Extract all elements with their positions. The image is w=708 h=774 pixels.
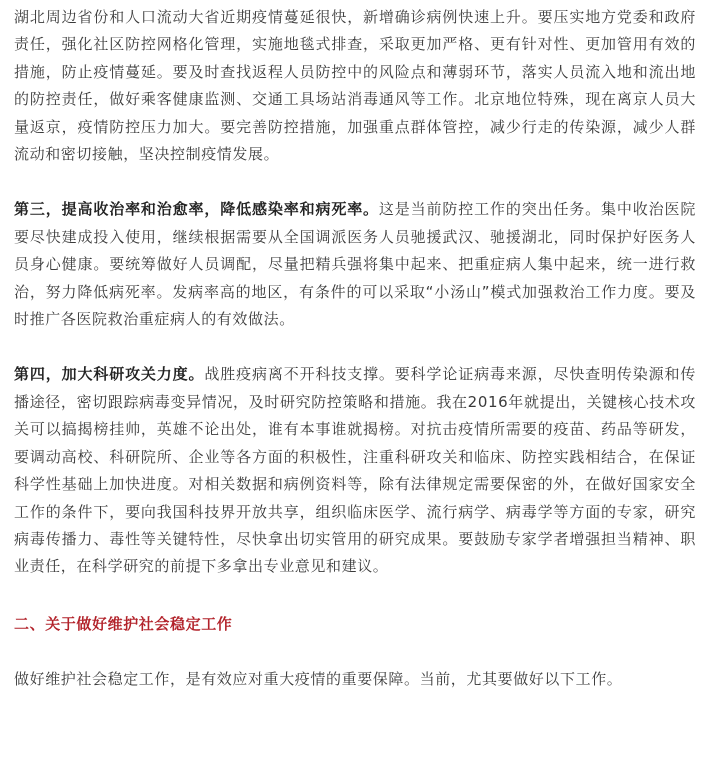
article-body: [14, 0, 696, 693]
paragraph-regional-control-text: 湖北周边省份和人口流动大省近期疫情蔓延很快，新增确诊病例快速上升。要压实地方党委和政府责任，强化社区防控网格化管理，实施地毯式排查，采取更加严格、更有针对性、更加管用有效的措施，防止疫情蔓延。要及时查找返程人员防控中的风险点和薄弱环节，落实人员流入地和流出地的防控责任，做好乘客健康监测、交通工具场站消毒通风等工作。北京地位特殊，现在离京人员大量返京，疫情防控压力加大。要完善防控措施，加强重点群体管控，减少行走的传染源，减少人群流动和密切接触，坚决控制疫情发展。: [14, 8, 696, 164]
fourth-point-lead: 第四，加大科研攻关力度。: [14, 365, 205, 384]
section-heading: 二、关于做好维护社会稳定工作: [14, 614, 233, 633]
fourth-point-body: 战胜疫病离不开科技支撑。要科学论证病毒来源，尽快查明传染源和传播途径，密切跟踪病毒变异情况，及时研究防控策略和措施。我在2016年就提出，关键核心技术攻关可以搞揭榜挂帅，英雄不论出处，谁有本事谁就揭榜。对抗击疫情所需要的疫苗、药品等研发，要调动高校、科研院所、企业等各方面的积极性，注重科研攻关和临床、防控实践相结合，在保证科学性基础上加快进度。对相关数据和病例资料等，除有法律规定需要保密的外，在做好国家安全工作的条件下，要向我国科技界开放共享，组织临床医学、流行病学、病毒学等方面的专家，研究病毒传播力、毒性等关键特性，尽快拿出切实管用的研究成果。要鼓励专家学者增强担当精神、职业责任，在科学研究的前提下多拿出专业意见和建议。: [14, 365, 697, 576]
paragraph-social-stability-text: 做好维护社会稳定工作，是有效应对重大疫情的重要保障。当前，尤其要做好以下工作。: [14, 669, 623, 688]
paragraph-fourth-point: [14, 361, 696, 580]
paragraph-social-stability: [14, 666, 696, 693]
third-point-lead: 第三，提高收治率和治愈率，降低感染率和病死率。: [14, 200, 379, 219]
paragraph-third-point: [14, 196, 696, 333]
paragraph-regional-control: [14, 4, 696, 168]
third-point-body: 这是当前防控工作的突出任务。集中收治医院要尽快建成投入使用，继续根据需要从全国调派医务人员驰援武汉、驰援湖北，同时保护好医务人员身心健康。要统筹做好人员调配，尽量把精兵强将集中起来、把重症病人集中起来，统一进行救治，努力降低病死率。发病率高的地区，有条件的可以采取“小汤山”模式加强救治工作力度。要及时推广各医院救治重症病人的有效做法。: [14, 200, 696, 329]
